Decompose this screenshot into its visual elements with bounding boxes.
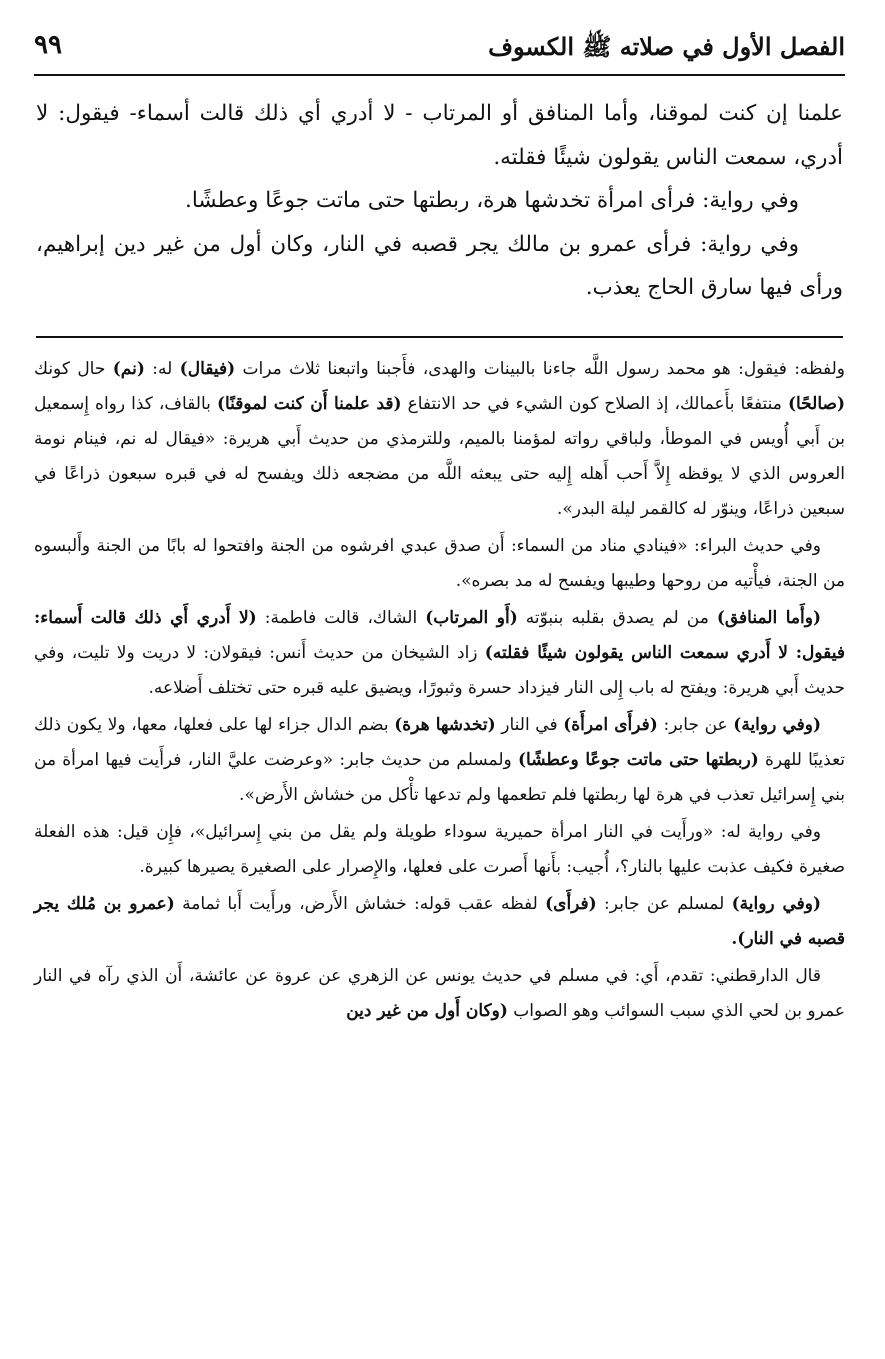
quoted-phrase: (عمرو بن مُلك يجر قصبه في النار).: [34, 894, 845, 949]
commentary-text: ولمسلم من حديث جابر: «وعرضت عليَّ النار، فرأَيت فيها امرأة من بني إِسرائيل تعذب في هرة لها ربطتها فلم تطعمها ولم تدعها تأْكل من خشاش الأَرض».: [34, 750, 845, 805]
commentary-paragraph: [34, 887, 845, 957]
commentary-text: لفظه عقب قوله: خشاش الأَرض، ورأَيت أَبا ثمامة: [174, 894, 546, 914]
quoted-phrase: (وأَما المنافق): [716, 608, 821, 628]
commentary-paragraph: وفي رواية له: «ورأَيت في النار امرأة حميرية سوداء طويلة ولم يقل من بني إِسرائيل»، فإِن قيل: هذه الفعلة صغيرة فكيف عذبت عليها بالنار؟، أُجيب: بأَنها أَصرت على فعلها، والإِصرار على الصغيرة يصيرها كبيرة.: [34, 822, 845, 877]
main-paragraph: علمنا إن كنت لموقنا، وأما المنافق أو المرتاب - لا أدري أي ذلك قالت أسماء- فيقول: لا أدري، سمعت الناس يقولون شيئًا فقلته.: [36, 101, 843, 170]
commentary-text: زاد الشيخان من حديث أَنس: فيقولان: لا دريت ولا تليت، وفي حديث أَبي هريرة: ويفتح له باب إِلى النار فيزداد حسرة وثبورًا، ويضيق عليه قبره حتى تختلف أَضلاعه.: [34, 643, 845, 698]
quoted-phrase: (لا أَدري أَي ذلك قالت أَسماء: فيقول: لا أَدري سمعت الناس يقولون شيئًا فقلته): [34, 608, 845, 663]
quoted-phrase: (فرأَى امرأَة): [563, 715, 658, 735]
commentary-text: قال الدارقطني: تقدم، أَي: في مسلم في حديث يونس عن الزهري عن عروة عن عائشة، أَن الذي رآه في النار عمرو بن لحي الذي سبب السوائب وهو الصواب: [34, 966, 845, 1021]
page-number: ٩٩: [34, 30, 62, 60]
running-title: الفصل الأول في صلاته ﷺ الكسوف: [488, 32, 845, 61]
quoted-phrase: (نم): [112, 359, 145, 379]
commentary: [34, 352, 845, 1031]
section-divider: [36, 336, 843, 338]
quoted-phrase: (قد علمنا أَن كنت لموقنًا): [216, 394, 402, 414]
quoted-phrase: (صالحًا): [787, 394, 845, 414]
quoted-phrase: (أَو المرتاب): [425, 608, 518, 628]
quoted-phrase: (وكان أَول من غير دين: [346, 1001, 508, 1021]
commentary-paragraph: وفي حديث البراء: «فينادي مناد من السماء: أَن صدق عبدي افرشوه من الجنة وافتحوا له بابًا من الجنة وأَلبسوه من الجنة، فيأْتيه من روحها وطيبها ويفسح له مد بصره».: [34, 536, 845, 591]
commentary-paragraph: [34, 959, 845, 1029]
main-paragraph: وفي رواية: فرأى عمرو بن مالك يجر قصبه في النار، وكان أول من غير دين إبراهيم، ورأى فيها سارق الحاج يعذب.: [36, 231, 843, 300]
commentary-text: بالقاف، كذا رواه إِسمعيل بن أَبي أُويس في الموطأ، ولباقي رواته لمؤمنا بالميم، وللترمذي من حديث أَبي هريرة: «فيقال له نم، فينام نومة العروس الذي لا يوقظه إِلاَّ أَحب أَهله إِليه حتى يبعثه اللَّه من مضجعه ذلك ويفسح له في قبره سبعون ذراعًا في سبعين ذراعًا، وينوّر له كالقمر ليلة البدر».: [34, 394, 845, 519]
commentary-text: في النار: [495, 715, 564, 735]
commentary-paragraph: [34, 708, 845, 813]
main-paragraph: وفي رواية: فرأى امرأة تخدشها هرة، ربطتها حتى ماتت جوعًا وعطشًا.: [185, 188, 799, 213]
quoted-phrase: (فرأَى): [545, 894, 597, 914]
commentary-text: الشاك، قالت فاطمة:: [256, 608, 426, 628]
quoted-phrase: (وفي رواية): [733, 715, 822, 735]
commentary-text: ولفظه: فيقول: هو محمد رسول اللَّه جاءنا بالبينات والهدى، فأَجبنا واتبعنا ثلاث مرات: [235, 359, 845, 379]
quoted-phrase: (ربطتها حتى ماتت جوعًا وعطشًا): [517, 750, 759, 770]
quoted-phrase: (وفي رواية): [731, 894, 821, 914]
commentary-text: عن جابر:: [657, 715, 734, 735]
commentary-paragraph: [34, 601, 845, 706]
quoted-phrase: (تخدشها هرة): [394, 715, 496, 735]
page-header: [34, 28, 845, 76]
quoted-phrase: (فيقال): [179, 359, 236, 379]
commentary-text: لمسلم عن جابر:: [596, 894, 732, 914]
commentary-paragraph: [34, 352, 845, 527]
commentary-text: بضم الدال جزاء لها على فعلها، معها، ولا يكون ذلك تعذيبًا للهرة: [34, 715, 846, 770]
commentary-text: له:: [144, 359, 180, 379]
commentary-text: من لم يصدق بقلبه بنبوّته: [517, 608, 717, 628]
commentary-text: حال كونك: [34, 359, 113, 379]
commentary-text: منتفعًا بأَعمالك، إذ الصلاح كون الشيء في حد الانتفاع: [401, 394, 788, 414]
main-text: [36, 92, 843, 310]
